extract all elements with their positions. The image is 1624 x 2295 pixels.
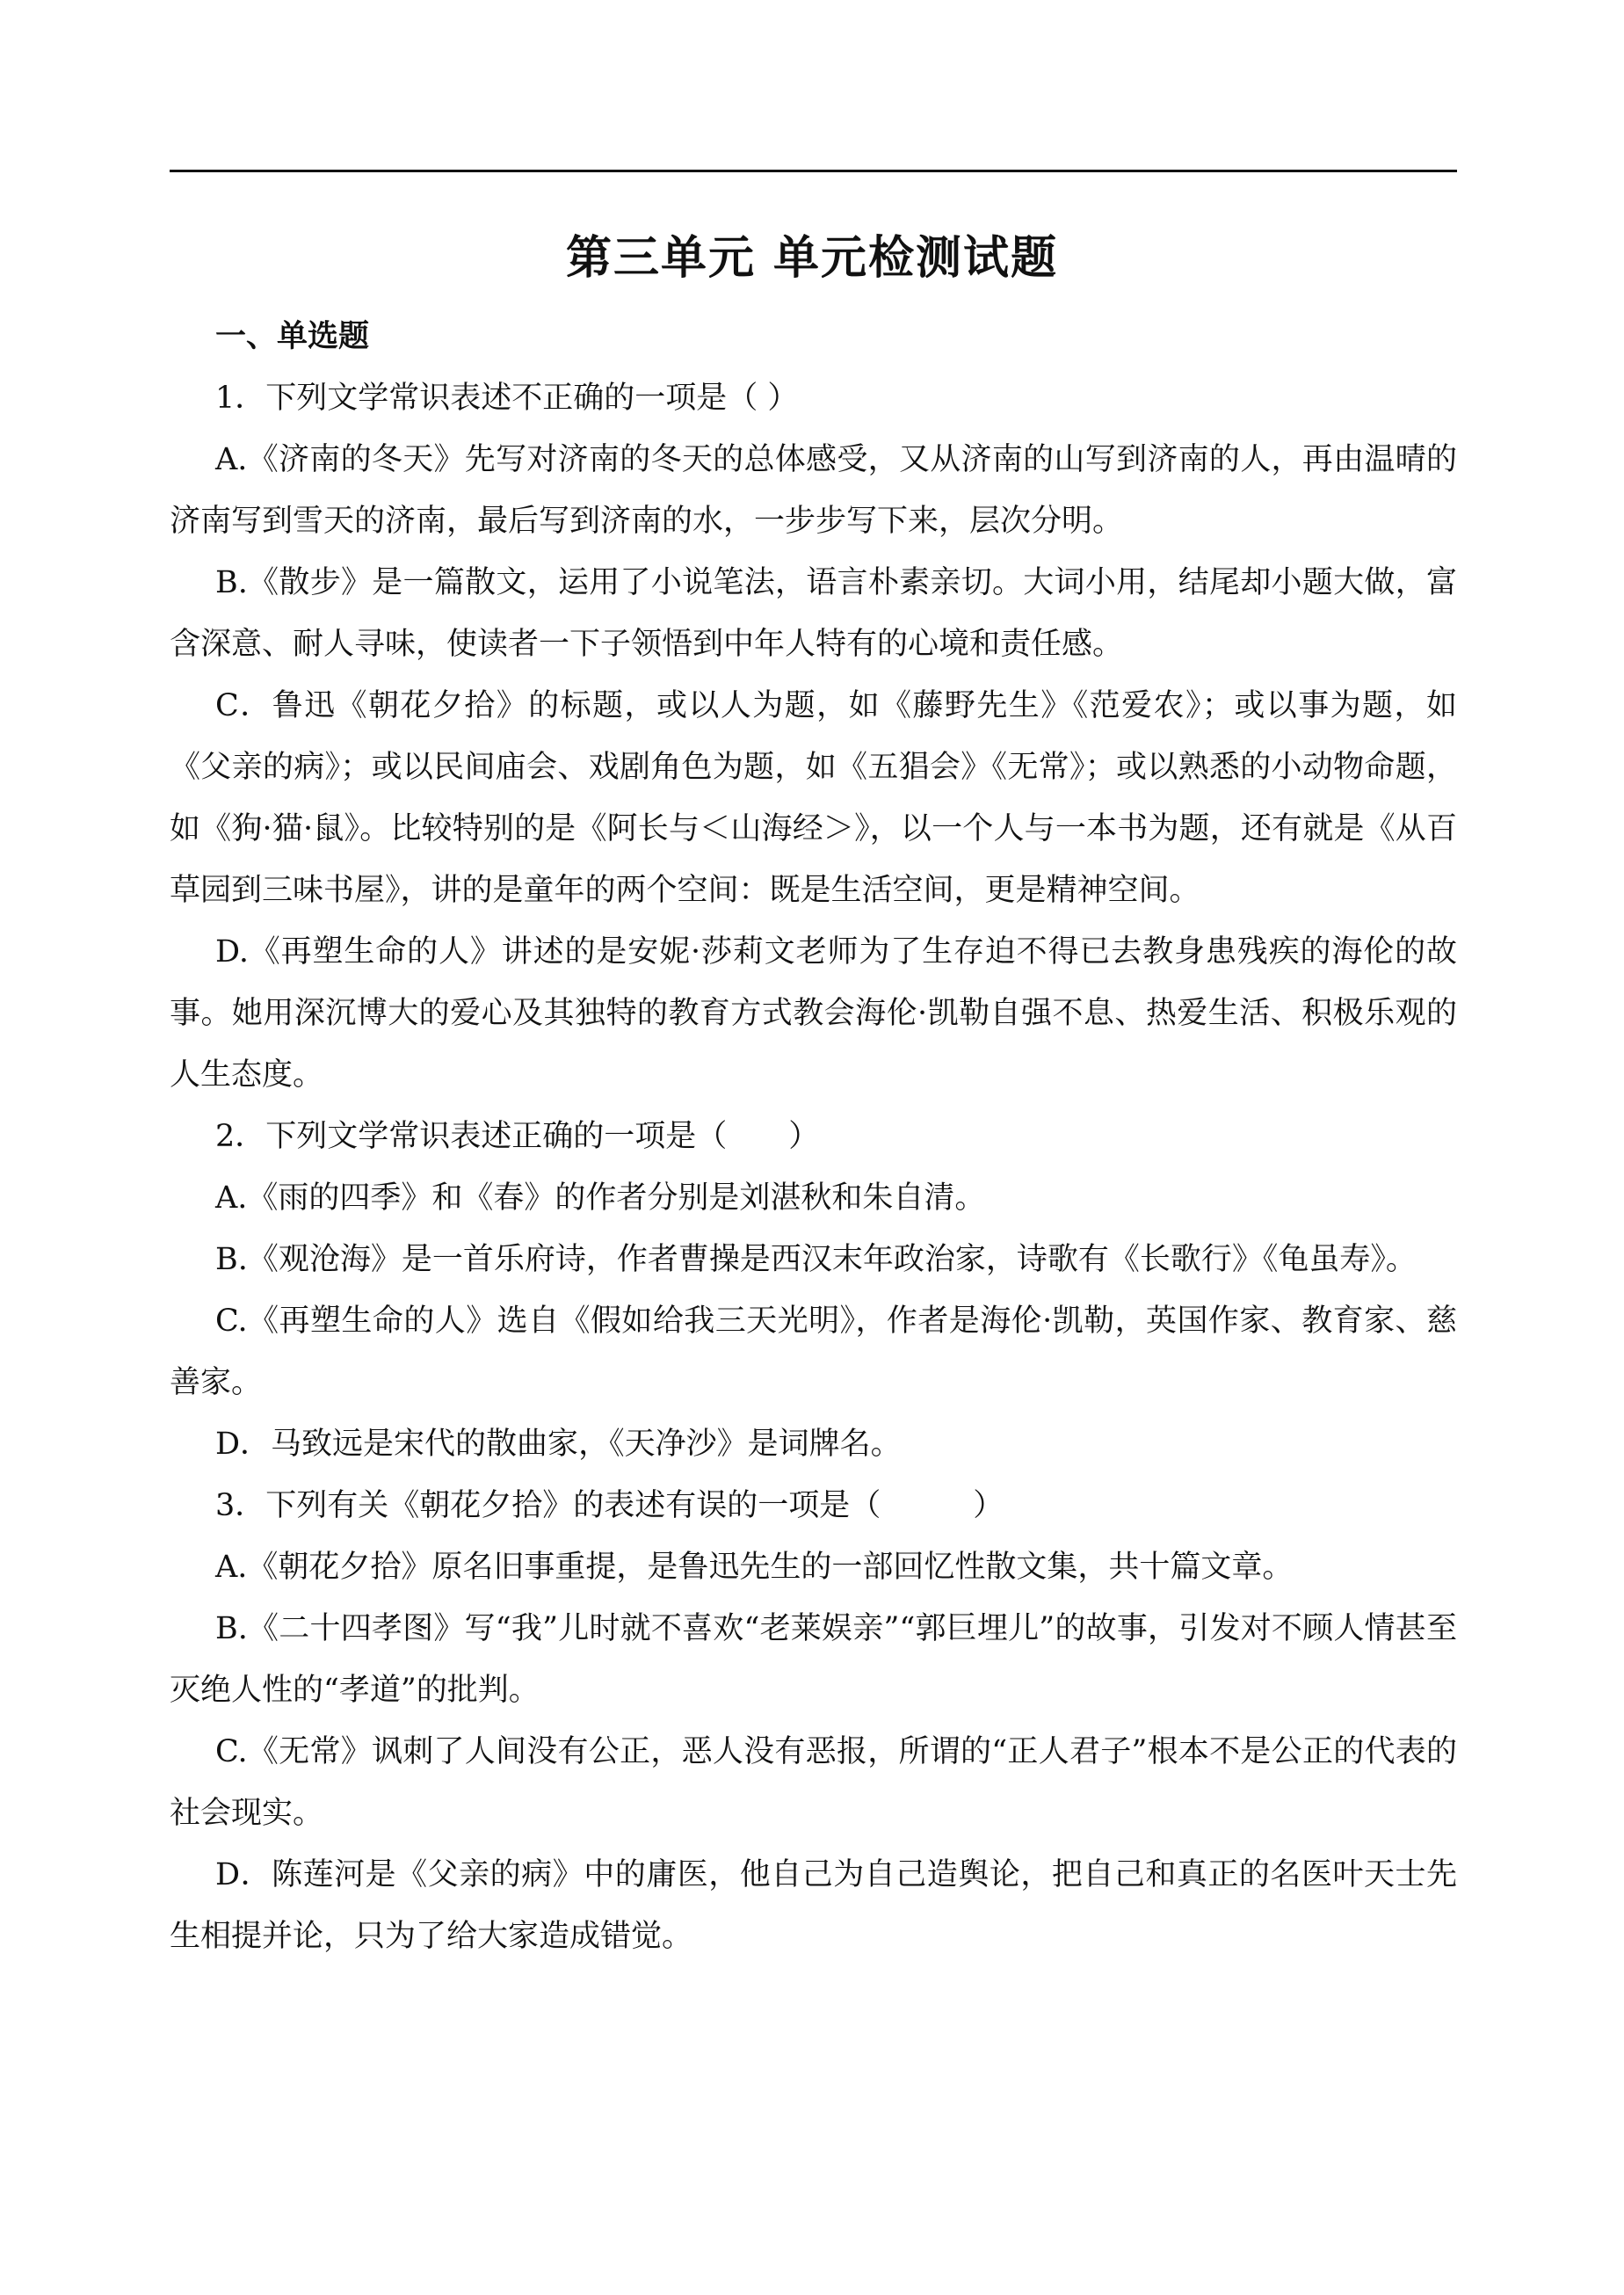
question-stem: 1．下列文学常识表述不正确的一项是（ ） xyxy=(215,381,799,416)
document-body xyxy=(170,306,1457,1967)
option-c: C.《无常》讽刺了人间没有公正，恶人没有恶报，所谓的“正人君子”根本不是公正的代表的社会现实。 xyxy=(170,1734,1457,1831)
question-stem: 2．下列文学常识表述正确的一项是（ ） xyxy=(215,1119,820,1154)
header-rule xyxy=(170,170,1457,172)
question-1 xyxy=(170,367,1457,1106)
option-a: A.《朝花夕拾》原名旧事重提，是鲁迅先生的一部回忆性散文集，共十篇文章。 xyxy=(215,1550,1294,1585)
option-d: D．马致远是宋代的散曲家，《天净沙》是词牌名。 xyxy=(215,1427,902,1462)
option-d: D.《再塑生命的人》讲述的是安妮·莎莉文老师为了生存迫不得已去教身患残疾的海伦的故事。她用深沉博大的爱心及其独特的教育方式教会海伦·凯勒自强不息、热爱生活、积极乐观的人生态度。 xyxy=(170,934,1457,1093)
question-3 xyxy=(170,1475,1457,1967)
question-stem: 3．下列有关《朝花夕拾》的表述有误的一项是（ ） xyxy=(215,1488,1004,1523)
page-title: 第三单元 单元检测试题 xyxy=(565,232,1059,285)
option-a: A.《雨的四季》和《春》的作者分别是刘湛秋和朱自清。 xyxy=(215,1180,986,1216)
question-2 xyxy=(170,1106,1457,1475)
option-b: B.《散步》是一篇散文，运用了小说笔法，语言朴素亲切。大词小用，结尾却小题大做，富含深意、耐人寻味，使读者一下子领悟到中年人特有的心境和责任感。 xyxy=(170,565,1457,662)
option-d: D．陈莲河是《父亲的病》中的庸医，他自己为自己造舆论，把自己和真正的名医叶天士先生相提并论，只为了给大家造成错觉。 xyxy=(170,1857,1457,1954)
option-c: C.《再塑生命的人》选自《假如给我三天光明》，作者是海伦·凯勒，英国作家、教育家、慈善家。 xyxy=(170,1304,1457,1400)
option-c: C．鲁迅《朝花夕拾》的标题，或以人为题，如《藤野先生》《范爱农》；或以事为题，如《父亲的病》；或以民间庙会、戏剧角色为题，如《五猖会》《无常》；或以熟悉的小动物命题，如《狗·猫·鼠》。比较特别的是《阿长与＜山海经＞》，以一个人与一本书为题，还有就是《从百草园到三味书屋》，讲的是童年的两个空间：既是生活空间，更是精神空间。 xyxy=(170,688,1457,908)
option-b: B.《观沧海》是一首乐府诗，作者曹操是西汉末年政治家，诗歌有《长歌行》《龟虽寿》。 xyxy=(215,1242,1417,1277)
option-b: B.《二十四孝图》写“我”儿时就不喜欢“老莱娱亲”“郭巨埋儿”的故事，引发对不顾人情甚至灭绝人性的“孝道”的批判。 xyxy=(170,1611,1457,1708)
option-a: A.《济南的冬天》先写对济南的冬天的总体感受，又从济南的山写到济南的人，再由温晴的济南写到雪天的济南，最后写到济南的水，一步步写下来，层次分明。 xyxy=(170,442,1457,539)
section-heading: 一、单选题 xyxy=(215,319,370,354)
